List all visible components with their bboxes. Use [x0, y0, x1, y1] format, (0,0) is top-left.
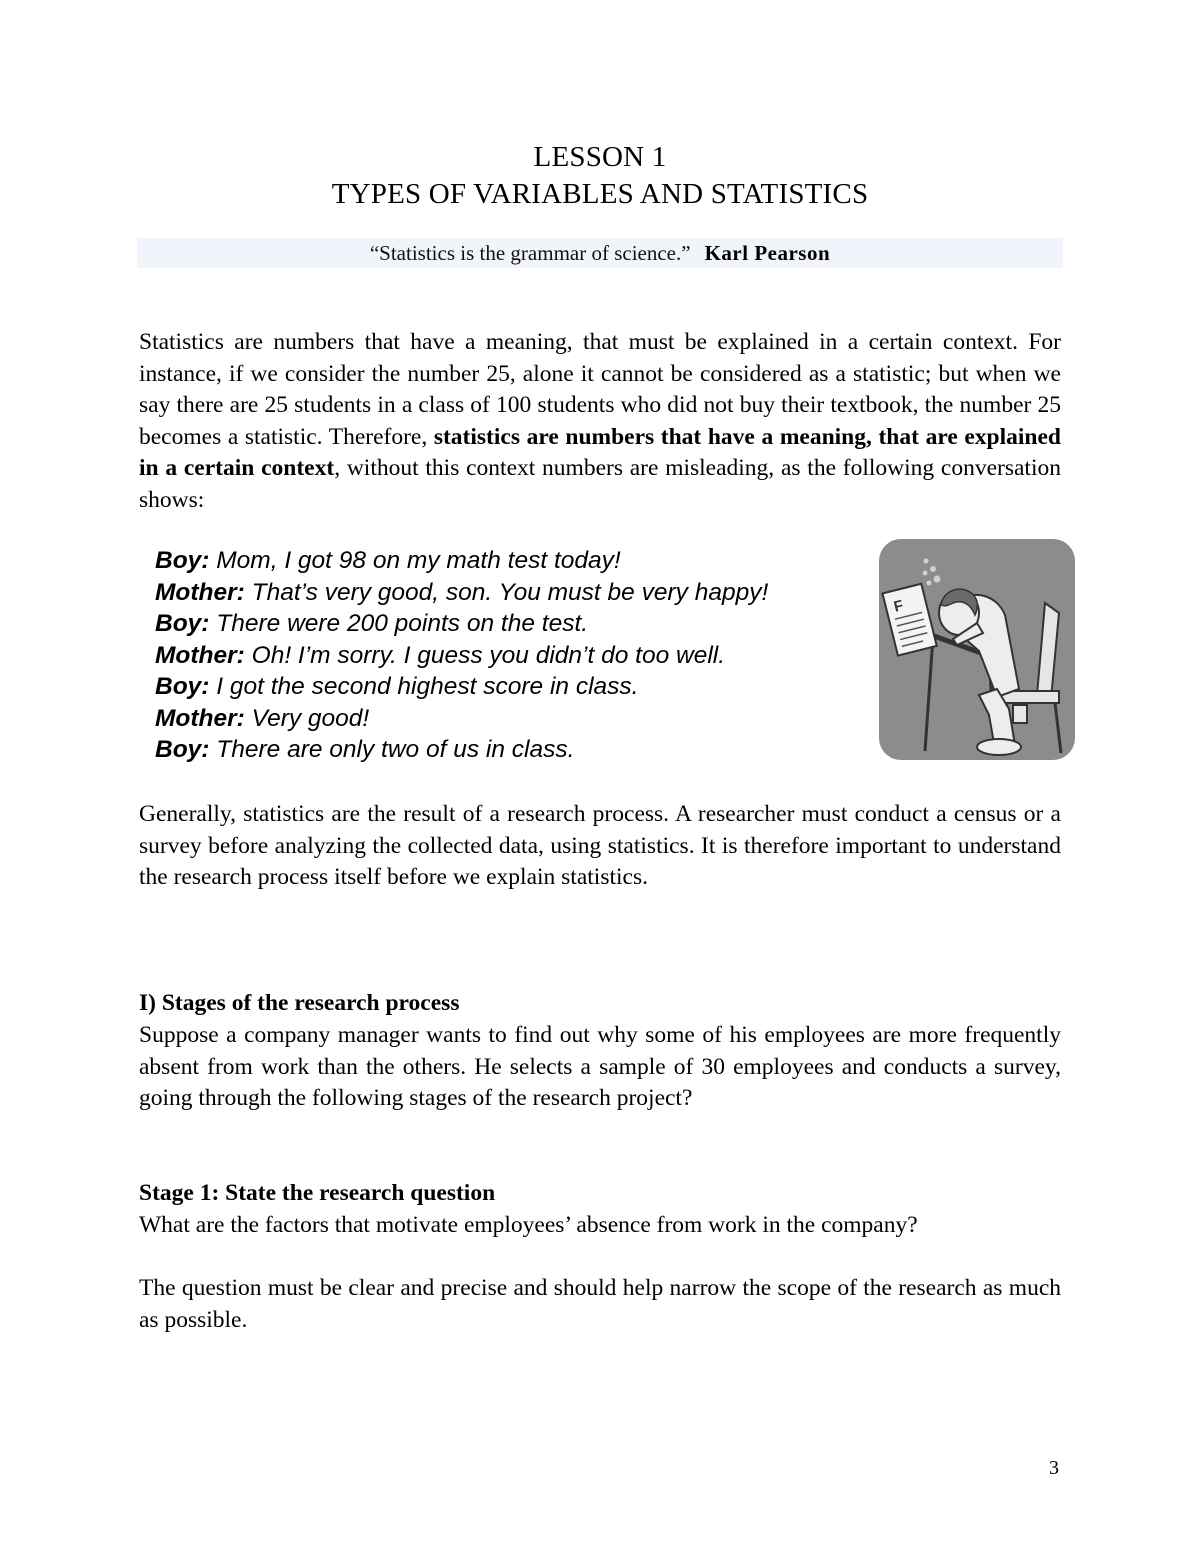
research-question: What are the factors that motivate employees’ absence from work in the company?	[139, 1212, 918, 1238]
dialogue-line	[155, 640, 768, 672]
dialogue-line	[155, 734, 768, 766]
speaker: Mother:	[155, 641, 245, 669]
section-heading: I) Stages of the research process	[139, 990, 460, 1016]
utterance: I got the second highest score in class.	[209, 673, 639, 700]
epigraph	[0, 241, 1200, 266]
lesson-title: TYPES OF VARIABLES AND STATISTICS	[331, 178, 869, 210]
utterance: There are only two of us in class.	[209, 736, 575, 763]
dialogue	[155, 545, 768, 766]
utterance: There were 200 points on the test.	[209, 610, 589, 637]
intro-bold-definition: statistics are numbers that have a meaning, that are explained in a certain context	[139, 423, 1061, 481]
section-paragraph: Suppose a company manager wants to find out why some of his employees are more frequently absent from work than the others. He selects a sample of 30 employees and conducts a survey, going through the following stages of the research project?	[139, 1022, 1061, 1111]
intro-paragraph	[139, 327, 1061, 516]
dialogue-line	[155, 545, 768, 577]
page-number: 3	[1049, 1457, 1059, 1479]
utterance: Very good!	[244, 704, 370, 732]
speaker: Mother:	[155, 704, 245, 732]
utterance: Mom, I got 98 on my math test today!	[209, 547, 621, 574]
speaker: Boy:	[155, 736, 210, 763]
quote-text: “Statistics is the grammar of science.”	[369, 241, 691, 265]
utterance: Oh! I’m sorry. I guess you didn’t do too well.	[244, 641, 726, 669]
general-paragraph: Generally, statistics are the result of a research process. A researcher must conduct a census or a survey before analyzing the collected data, using statistics. It is therefore important to understand the research process itself before we explain statistics.	[139, 801, 1061, 890]
stage-note: The question must be clear and precise and should help narrow the scope of the research as much as possible.	[139, 1275, 1061, 1333]
speaker: Mother:	[155, 578, 245, 606]
stage-heading: Stage 1: State the research question	[139, 1180, 496, 1206]
utterance: That’s very good, son. You must be very happy!	[244, 578, 769, 606]
dialogue-line	[155, 671, 768, 703]
intro-text-end: , without this context numbers are misleading, as the following conversation shows:	[139, 455, 1061, 513]
dialogue-line	[155, 608, 768, 640]
student-slumped-at-desk-icon	[879, 539, 1075, 760]
speaker: Boy:	[155, 610, 210, 637]
speaker: Boy:	[155, 547, 210, 574]
intro-text: Statistics are numbers that have a meaning, that must be explained in a certain context. For instance, if we consider the number 25, alone it cannot be considered as a statistic; but when we say there are 25 students in a class of 100 students who did not buy their textbook, the number 25 becomes a statistic. Therefore,	[139, 329, 1061, 450]
speaker: Boy:	[155, 673, 210, 700]
paper-grade: F	[892, 597, 906, 616]
quote-author: Karl Pearson	[704, 241, 831, 265]
dialogue-line	[155, 577, 768, 609]
dialogue-line	[155, 703, 768, 735]
lesson-number: LESSON 1	[533, 141, 667, 173]
